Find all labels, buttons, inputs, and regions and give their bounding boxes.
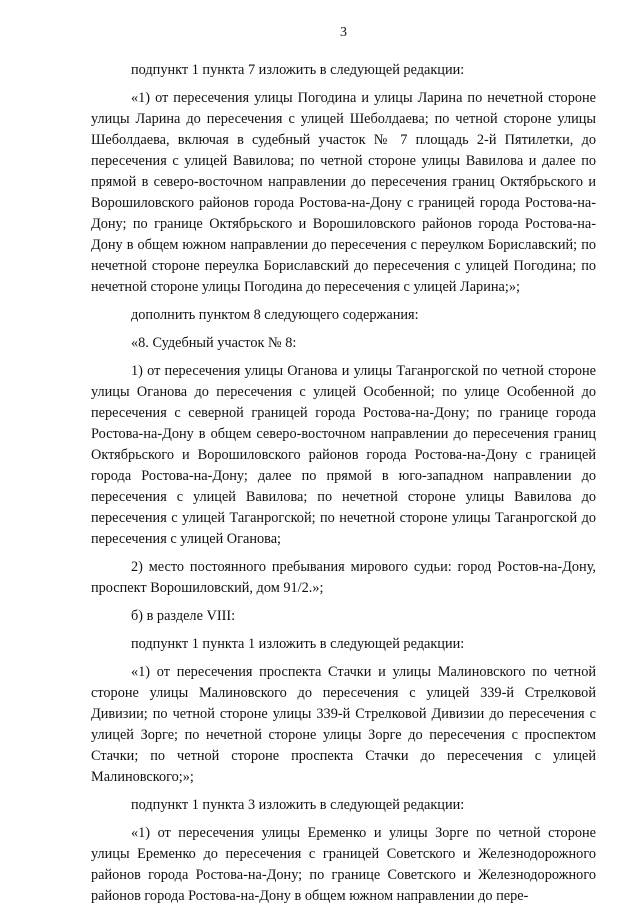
paragraph-6: 2) место постоянного пребывания мирового судьи: город Ростов-на-Дону, проспект Ворошиловский, дом 91/2.»; bbox=[91, 559, 596, 596]
paragraph-5: 1) от пересечения улицы Оганова и улицы Таганрогской по четной стороне улицы Оганова до пересечения с улицей Особенной; по улице Особенной до пересечения с северной границей города Ростова-на-Дону; по границе города Ростова-на-Дону в общем северо-восточном направлении до пересечения границ Октябрьского и Ворошиловского районов города Ростова-на-Дону с границей города Ростова-на-Дону; далее по прямой в юго-западном направлении до пересечения с улицей Вавилова; по нечетной стороне улицы Вавилова до пересечения с улицей Таганрогской; по нечетной стороне улицы Таганрогской до пересечения с улицей Оганова; bbox=[91, 363, 596, 547]
paragraph-9: «1) от пересечения проспекта Стачки и улицы Малиновского по четной стороне улицы Малиновского до пересечения с улицей 339-й Стрелковой Дивизии; по четной стороне улицы 339-й Стрелковой Дивизии до пересечения с улицей Зорге; по нечетной стороне улицы Зорге до пересечения с проспектом Стачки; по четной стороне проспекта Стачки до пересечения с улицей Малиновского;»; bbox=[91, 664, 596, 785]
paragraph-1: подпункт 1 пункта 7 изложить в следующей редакции: bbox=[131, 62, 465, 78]
paragraph-10: подпункт 1 пункта 3 изложить в следующей редакции: bbox=[131, 797, 465, 813]
paragraph-2: «1) от пересечения улицы Погодина и улицы Ларина по нечетной стороне улицы Ларина до пересечения с улицей Шеболдаева; по четной стороне улицы Шеболдаева, включая в судебный участок № 7 площадь 2-й Пятилетки, до пересечения с улицей Вавилова; по четной стороне улицы Вавилова и далее по прямой в северо-восточном направлении до пересечения границ Октябрьского и Ворошиловского районов города Ростова-на-Дону с границей города Ростова-на-Дону; по границе Октябрьского и Ворошиловского районов города Ростова-на-Дону в общем южном направлении до пересечения с переулком Бориславский; по нечетной стороне переулка Бориславский до пересечения с улицей Погодина; по нечетной стороне улицы Погодина до пересечения с улицей Ларина;»; bbox=[91, 90, 596, 295]
page-number: 3 bbox=[340, 25, 347, 40]
paragraph-8: подпункт 1 пункта 1 изложить в следующей редакции: bbox=[131, 636, 465, 652]
document-body bbox=[91, 60, 596, 907]
paragraph-7: б) в разделе VIII: bbox=[131, 608, 236, 624]
paragraph-11: «1) от пересечения улицы Еременко и улицы Зорге по четной стороне улицы Еременко до пересечения с границей Советского и Железнодорожного районов города Ростова-на-Дону; по границе Советского и Железнодорожного районов города Ростова-на-Дону в общем южном направлении до пере- bbox=[91, 825, 596, 904]
paragraph-4: «8. Судебный участок № 8: bbox=[131, 335, 297, 351]
paragraph-3: дополнить пунктом 8 следующего содержания: bbox=[131, 307, 419, 323]
